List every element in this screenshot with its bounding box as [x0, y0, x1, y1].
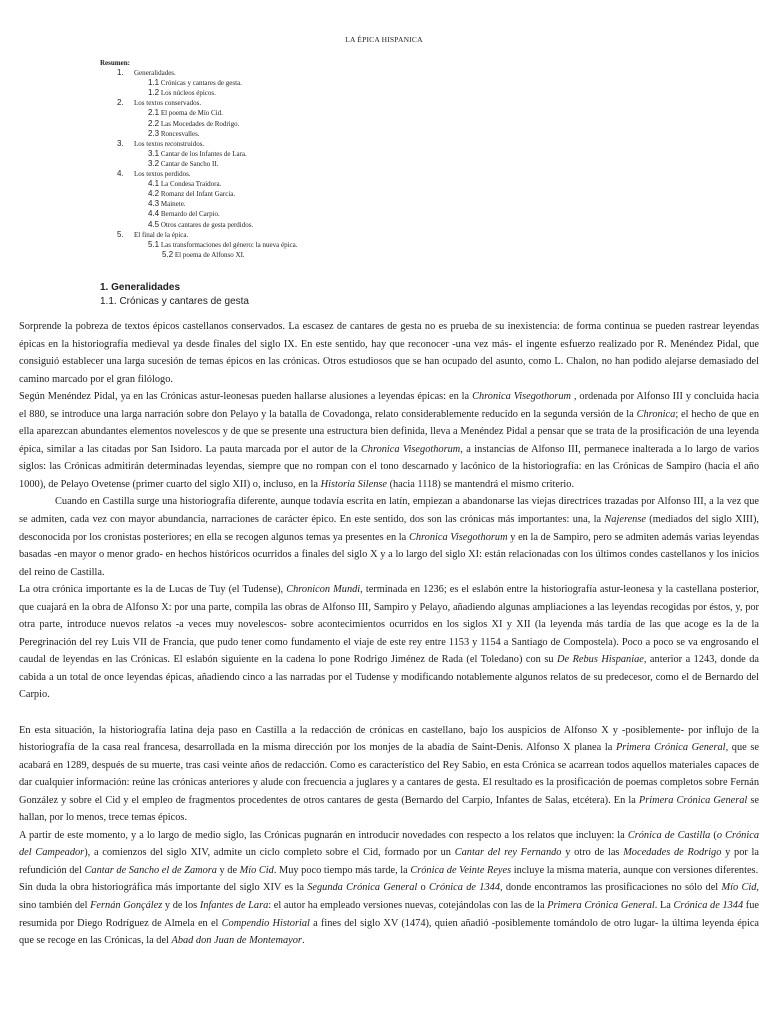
italic-title: Crónica de Castilla: [627, 829, 711, 841]
table-of-contents: [100, 58, 298, 260]
italic-title: Abad don Juan de Montemayor: [171, 935, 302, 947]
toc-subitem: [100, 179, 298, 189]
italic-title: Mocedades de Rodrigo: [623, 847, 722, 859]
toc-subitem: [100, 189, 298, 199]
italic-title: Chronica Visegothorum: [472, 391, 571, 403]
subsection-heading: 1.1. Crónicas y cantares de gesta: [100, 296, 249, 307]
italic-title: Chronica: [636, 408, 676, 420]
toc-item: [100, 230, 298, 240]
italic-title: Fernán Gonçález: [90, 900, 163, 911]
toc-subitem-number: 4.1: [148, 179, 160, 189]
toc-subitem-number: 2.1: [148, 108, 160, 118]
paragraph: [19, 581, 759, 704]
paragraph: [19, 879, 759, 949]
italic-title: Mío Cid: [239, 864, 274, 876]
toc-subitem-number: 5.1: [148, 239, 160, 249]
italic-title: Cantar de Sancho el de Zamora: [84, 864, 217, 876]
text-run: En esta situación, la historiografía latina deja paso en Castilla a la redacción de crónicas en castellano, bajo los auspicios de Alfonso X y -posiblemente- por influjo de la historiografía de la casa real francesa, desarrollada en la misma dirección por los monjes de la abadía de Saint-Denis. Alfonso X planea la: [19, 724, 759, 754]
text-run: ), a comienzos del siglo XIV, admite un ciclo completo sobre el Cid, formado por un: [84, 847, 455, 859]
toc-subitem: [100, 159, 298, 169]
text-run: Sin duda la obra historiográfica más importante del siglo XIV es la: [19, 882, 308, 894]
text-run: , sino también del: [19, 882, 759, 911]
toc-subitem-number: 3.2: [148, 158, 160, 168]
toc-subitem: [100, 250, 298, 260]
toc-item: [100, 68, 298, 78]
toc-subitem: [100, 240, 298, 250]
text-run: se hallan, por lo menos, trece temas épicos.: [19, 794, 760, 824]
toc-subitem-label: Roncesvalles.: [159, 129, 200, 138]
toc-subitem-number: 1.2: [148, 88, 160, 98]
text-run: , que se acabará en 1289, después de su muerte, tras casi veinte años de redacción. Como es característico del Rey Sabio, en esta Crónica se acarrean todos aquellos materiales capaces de dar cualquier información: reúne las crónicas anteriores y alude con frecuencia a juglares y a cantares de gesta. El resultado es la prosificación de poemas completos sobre Fernán González y sobre el Cid y el empleo de fragmentos procedentes de otros cantares de gesta (Bernardo del Carpio, Infantes de Salas, etcétera). En la: [19, 742, 760, 806]
italic-title: Infantes de Lara: [199, 900, 269, 911]
toc-subitem-number: 4.2: [148, 189, 160, 199]
toc-subitem: [100, 88, 298, 98]
toc-subitem: [100, 78, 298, 88]
toc-item-label: Los textos perdidos.: [134, 170, 191, 179]
italic-title: Historia Silense: [320, 478, 387, 490]
text-run: y otro de las: [561, 847, 624, 859]
summary-label: Resumen:: [100, 59, 130, 67]
toc-item-label: Generalidades.: [134, 69, 176, 78]
toc-subitem-label: Las Mocedades de Rodrigo.: [159, 119, 240, 128]
toc-subitem-label: La Condesa Traidora.: [159, 180, 222, 189]
italic-title: Primera Crónica General: [638, 794, 748, 806]
text-run: (mediados del siglo XIII), desconocida por los cronistas posteriores; en ella se recogen algunos temas ya presentes en la: [19, 514, 759, 543]
text-run: fue resumida por Diego Rodríguez de Almela en el: [19, 900, 759, 929]
italic-title: Chronica Visegothorum: [360, 443, 461, 455]
toc-subitem-number: 5.2: [162, 249, 174, 259]
text-run: . Muy poco tiempo más tarde, la: [273, 864, 411, 876]
toc-subitem-label: Cantar de los Infantes de Lara.: [159, 149, 247, 158]
text-run: , terminada en 1236; es el eslabón entre la historiografía astur-leonesa y la castellana posterior, que cuajará en la obra de Alfonso X: por una parte, compila las obras de Alfonso III, Sampiro y Pelayo, añadiendo algunas ampliaciones a las leyendas recogidas por éstos, y, por otra parte, introduce nuevos relatos -a veces muy novelescos- sobre acontecimientos ocurridos en los siglos XI y XII (la leyenda más tardía de las que acoge es la de la Peregrinación del rey Luis VII de Francia, que pudo tener como fundamento el viaje de este rey entre 1153 y 1154 a Santiago de Compostela). Poco a poco se va engrosando el caudal de leyendas en las Crónicas. El eslabón siguiente en la cadena lo pone Rodrigo Jiménez de Rada (el Toledano) con su: [19, 584, 759, 666]
italic-title: Crónica de 1344: [429, 882, 500, 894]
text-run: A partir de este momento, y a lo largo de medio siglo, las Crónicas pugnarán en introducir novedades con respecto a los relatos que incluyen: la: [19, 829, 628, 841]
toc-subitem-number: 4.3: [148, 199, 160, 209]
text-run: , a instancias de Alfonso III, permanece inalterada a lo largo de varios siglos: las Crónicas admitirán determinadas leyendas, siempre que no rompan con el tono descarnado y lacónico de la historiografía: en las Crónicas de Sampiro (hacia el año 1000), de Pelayo Ovetense (primer cuarto del siglo XII) o, incluso, en la: [19, 443, 759, 490]
toc-subitem: [100, 119, 298, 129]
toc-item-number: 2.: [117, 98, 124, 108]
toc-subitem: [100, 209, 298, 219]
text-run: : el autor ha empleado versiones nuevas, cotejándolas con las de la: [268, 900, 548, 911]
toc-subitem: [100, 149, 298, 159]
text-run: La otra crónica importante es la de Lucas de Tuy (el Tudense),: [19, 584, 287, 596]
text-run: Según Menéndez Pidal, ya en las Crónicas astur-leonesas pueden hallarse alusiones a leyendas épicas: en la: [19, 391, 473, 403]
italic-title: Mío Cid: [721, 882, 757, 894]
text-run: (: [710, 829, 717, 841]
italic-title: De Rebus Hispaniae: [557, 654, 644, 666]
text-run: a fines del siglo XV (1474), quien añadió -posiblemente tomándolo de otro lugar- la última leyenda épica que se recoge en las Crónicas, la del: [19, 917, 760, 947]
paragraph: [19, 493, 759, 581]
document-title: LA ÉPICA HISPANICA: [345, 35, 423, 44]
toc-subitem-number: 4.4: [148, 209, 160, 219]
toc-subitem-label: Los núcleos épicos.: [159, 89, 216, 98]
italic-title: Primera Crónica General: [615, 742, 726, 754]
text-run: Cuando en Castilla surge una historiografía diferente, aunque todavía escrita en latín, empiezan a abandonarse las viejas directrices trazadas por Alfonso III, a la vez que se admiten, cada vez con mayor abundancia, narraciones de carácter épico. En este sentido, dos son las crónicas más importantes: una, la: [19, 496, 759, 526]
text-run: y por la refundición del: [19, 847, 760, 876]
toc-subitem-label: Romanz del Infant Garcia.: [159, 190, 236, 199]
italic-title: Cantar del rey Fernando: [454, 847, 562, 859]
text-run: y de los: [162, 900, 200, 911]
toc-subitem: [100, 220, 298, 230]
text-run: , ordenada por Alfonso III y concluida hacia el 880, se introduce una larga narración sobre don Pelayo y la batalla de Covadonga, relato considerablemente reducido en la segunda versión de la: [19, 391, 759, 420]
toc-subitem-number: 2.2: [148, 118, 160, 128]
toc-item-number: 3.: [117, 138, 124, 148]
toc-item-label: Los textos reconstruidos.: [134, 139, 205, 148]
toc-list: [100, 68, 298, 260]
toc-subitem-number: 2.3: [148, 128, 160, 138]
toc-subitem-label: Las transformaciones del género: la nueva épica.: [159, 240, 298, 249]
toc-item-label: El final de la épica.: [134, 230, 189, 239]
toc-subitem-label: Bernardo del Carpio.: [159, 210, 220, 219]
toc-item: [100, 139, 298, 149]
text-run: .: [301, 935, 305, 947]
italic-title: Najerense: [604, 514, 646, 526]
text-run: Sorprende la pobreza de textos épicos castellanos conservados. La escasez de cantares de gesta no es prueba de su inexistencia: de forma continua se pueden rastrear leyendas épicas en la historiografía medieval ya desde finales del siglo IX. En este sentido, hay que reconocer -una vez más- el ingente esfuerzo realizado por R. Menéndez Pidal, que consiguió establecer una larga sucesión de temas épicos en las crónicas. Otros estudiosos que se han ocupado del asunto, como L. Chalon, no han podido alejarse demasiado del camino marcado por el gran filólogo.: [19, 321, 759, 385]
toc-item: [100, 98, 298, 108]
italic-title: Compendio Historial: [221, 917, 310, 929]
toc-item-number: 1.: [117, 68, 124, 78]
toc-item-number: 4.: [117, 169, 124, 179]
section-heading: 1. Generalidades: [100, 282, 181, 293]
text-run: (hacia 1118) se mantendrá el mismo criterio.: [386, 478, 575, 490]
italic-title: o Crónica del Campeador: [19, 829, 759, 859]
toc-subitem-label: Mainete.: [159, 200, 186, 209]
italic-title: Primera Crónica General: [547, 900, 655, 911]
text-run: incluye la misma materia, aunque con versiones diferentes.: [511, 864, 759, 876]
text-run: ; el hecho de que en ella aparezcan abundantes elementos novelescos y de que se presente una estructura bien definida, lleva a Menéndez Pidal a pensar que se trata de la prosificación de una leyenda épica, similar a las citadas por San Isidoro. La pauta marcada por el autor de la: [19, 408, 759, 455]
text-run: y en la de Sampiro, pero se admiten además varias leyendas basadas -en mayor o menor grado- en hechos históricos ocurridos a finales del siglo X y a lo largo del siglo XI: están relacionadas con los últimos condes castellanos y los inicios del reino de Castilla.: [19, 531, 759, 578]
text-run: o: [417, 882, 430, 894]
italic-title: Chronicon Mundi: [286, 584, 361, 596]
paragraph: [19, 722, 759, 827]
toc-subitem-number: 4.5: [148, 219, 160, 229]
toc-subitem: [100, 108, 298, 118]
toc-item: [100, 169, 298, 179]
toc-subitem-label: El poema de Mío Cid.: [159, 109, 223, 118]
text-run: , anterior a 1243, donde da cabida a un total de once leyendas épicas, añadiendo cinco a las narradas por el Tudense y modificando notablemente algunos relatos de su predecesor, como el de Bernardo del Carpio.: [19, 654, 759, 701]
toc-subitem-number: 1.1: [148, 78, 160, 88]
text-run: y de: [216, 864, 240, 876]
toc-subitem-label: Cantar de Sancho II.: [159, 159, 219, 168]
text-run: , donde encontramos las prosificaciones no sólo del: [500, 882, 722, 894]
toc-subitem-number: 3.1: [148, 148, 160, 158]
italic-title: Chronica Visegothorum: [408, 531, 508, 543]
paragraph: [19, 388, 759, 493]
toc-subitem-label: Otros cantares de gesta perdidos.: [159, 220, 254, 229]
italic-title: Crónica de 1344: [673, 900, 744, 911]
italic-title: Segunda Crónica General: [307, 882, 418, 894]
italic-title: Crónica de Veinte Reyes: [410, 864, 512, 876]
toc-subitem: [100, 129, 298, 139]
toc-item-label: Los textos conservados.: [134, 99, 202, 108]
body-text: [19, 318, 759, 950]
toc-item-number: 5.: [117, 229, 124, 239]
toc-subitem-label: El poema de Alfonso XI.: [173, 250, 245, 259]
paragraph: [19, 318, 759, 388]
toc-subitem-label: Crónicas y cantares de gesta.: [159, 79, 242, 88]
toc-subitem: [100, 199, 298, 209]
text-run: . La: [654, 900, 674, 911]
paragraph: [19, 827, 759, 880]
